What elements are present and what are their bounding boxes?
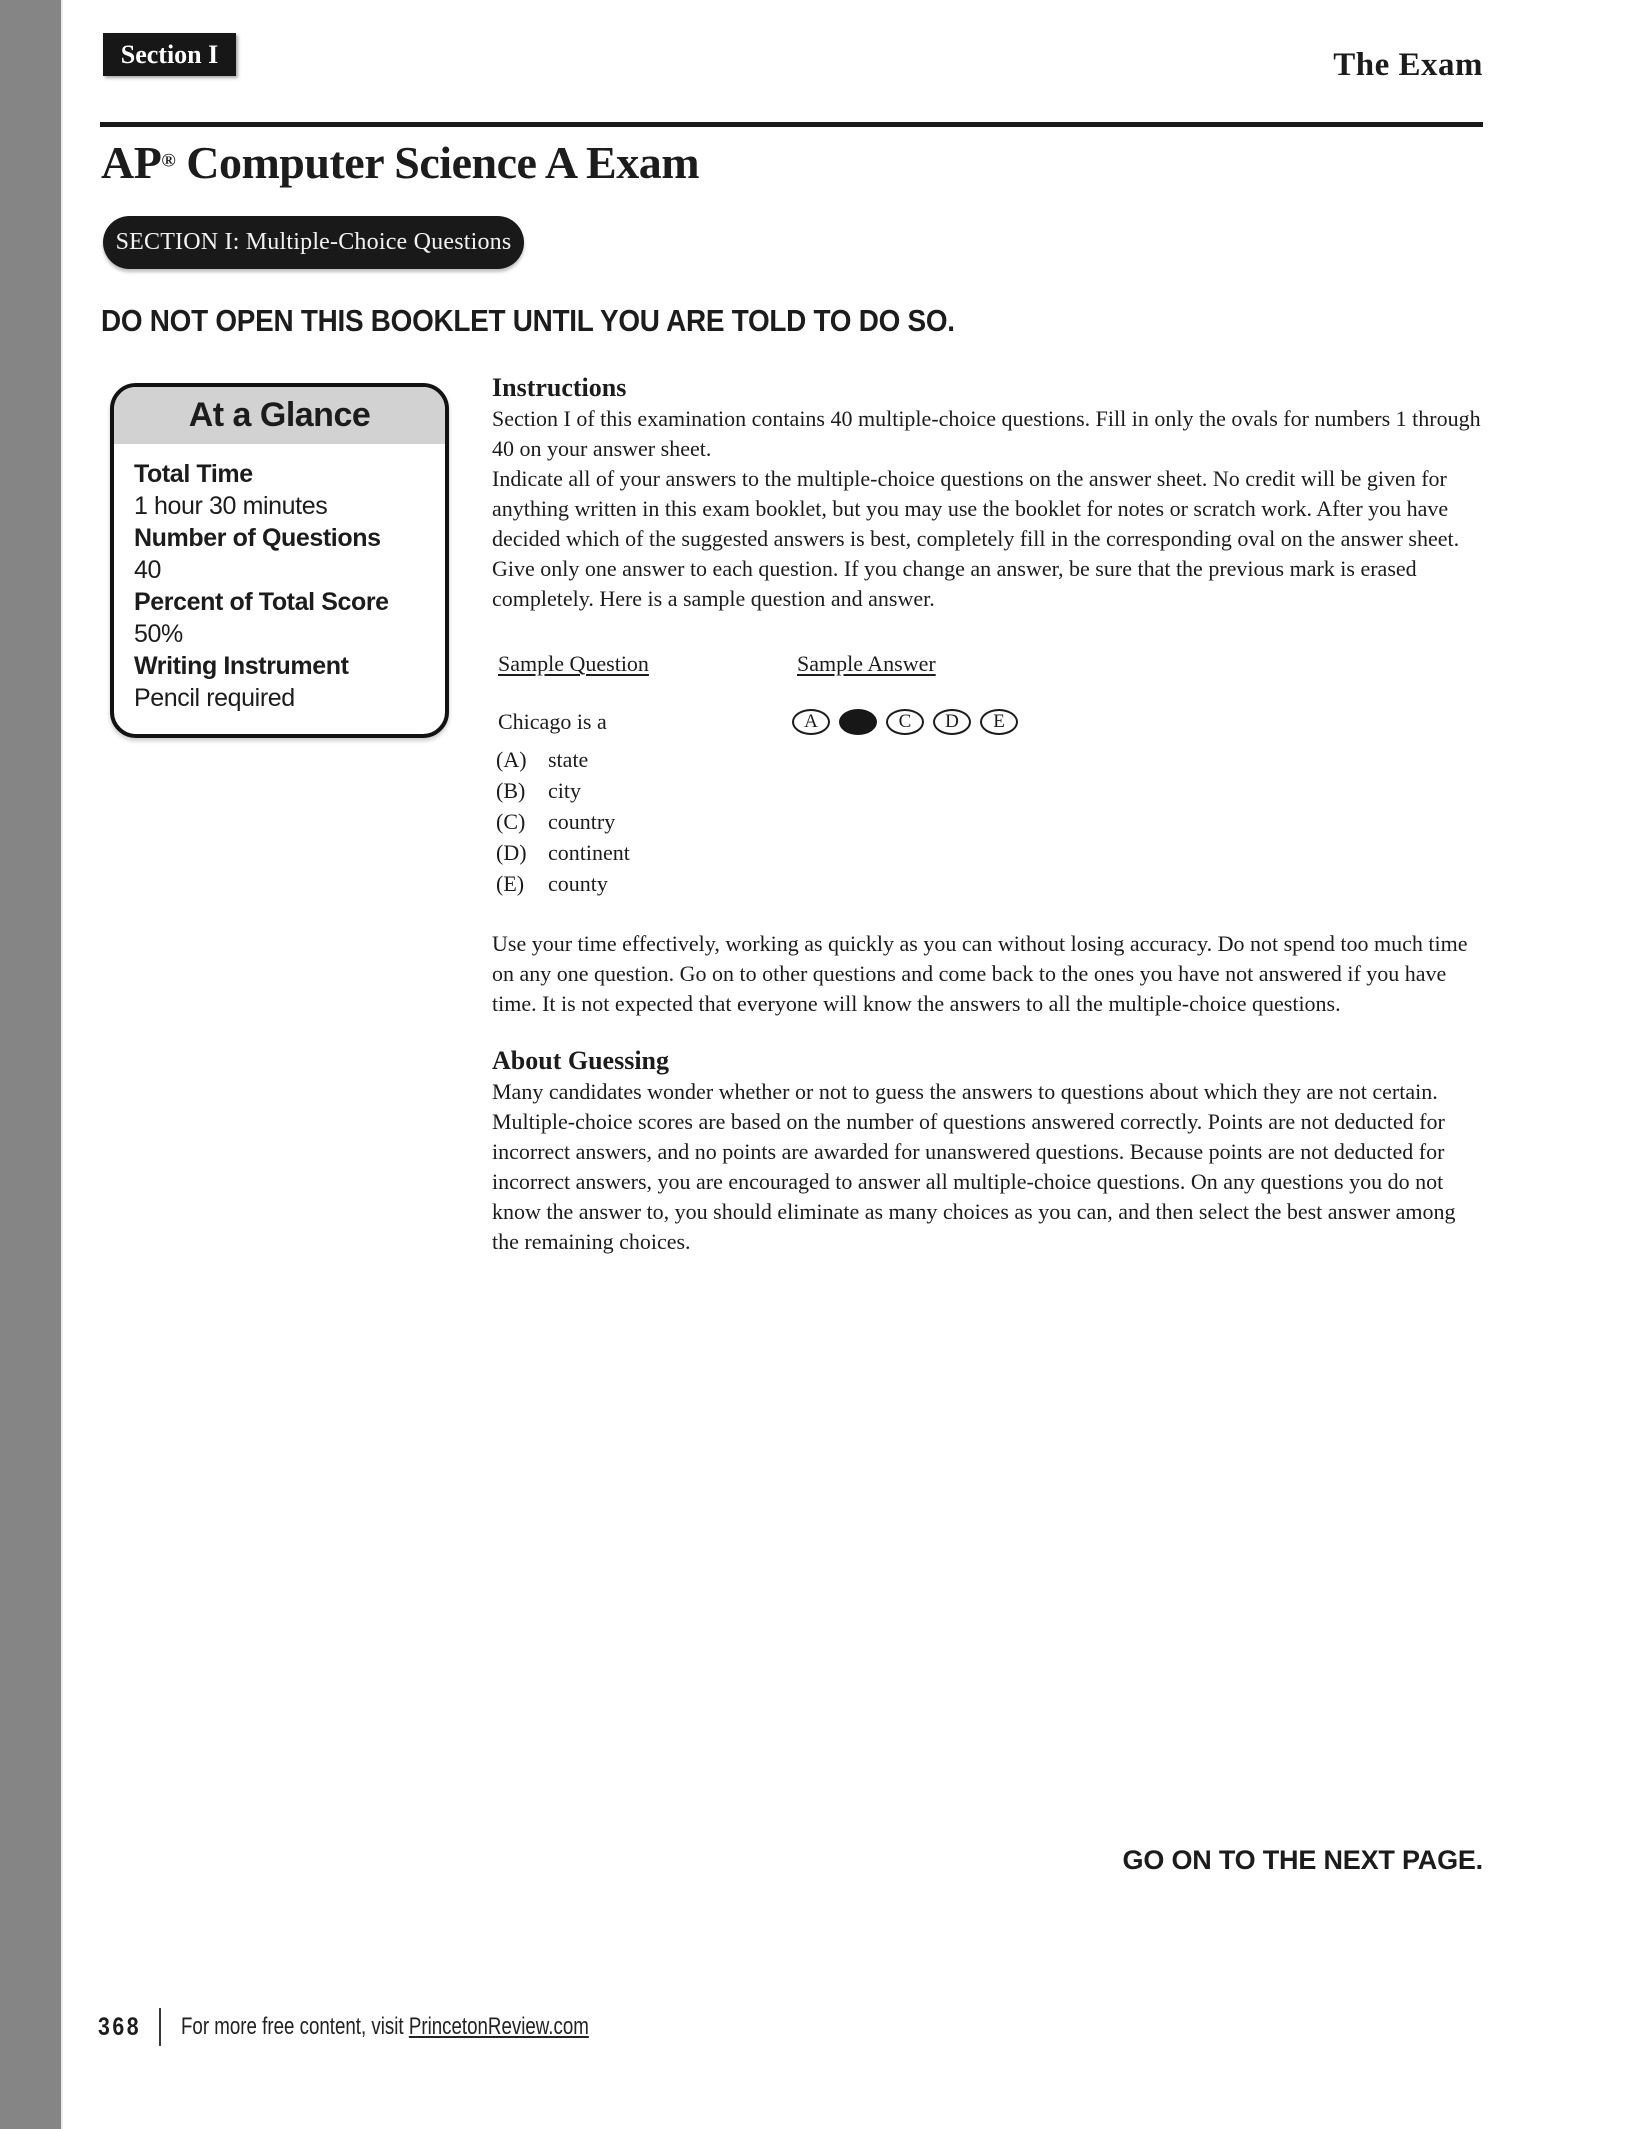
answer-option [496, 837, 630, 868]
chapter-header: The Exam [1333, 47, 1483, 83]
option-text: state [548, 747, 589, 772]
glance-value: Pencil required [134, 684, 295, 712]
option-letter: (C) [496, 809, 526, 834]
option-letter: (A) [496, 747, 527, 772]
instructions-column [492, 372, 1484, 1257]
instructions-paragraph-2: Indicate all of your answers to the multiple-choice questions on the answer sheet. No credit will be given for anything written in this exam booklet, but you may use the booklet for notes or scratch work. After you have decided which of the suggested answers is best, completely fill in the corresponding oval on the answer sheet. Give only one answer to each question. If you change an answer, be sure that the previous mark is erased completely. Here is a sample question and answer. [492, 466, 1460, 611]
answer-oval-c: C [886, 709, 924, 735]
answer-option [496, 806, 630, 837]
header-rule [100, 122, 1483, 127]
footer-divider [159, 2008, 161, 2046]
answer-oval-row [792, 709, 1018, 735]
glance-value: 1 hour 30 minutes [134, 492, 328, 520]
sample-answer-label: Sample Answer [797, 651, 936, 676]
answer-option [496, 744, 630, 775]
option-letter: (D) [496, 840, 527, 865]
section-badge: Section I [103, 33, 236, 76]
option-text: continent [548, 840, 630, 865]
at-a-glance-box [110, 383, 449, 738]
option-text: city [548, 778, 581, 803]
footer-text-prefix: For more free content, visit [180, 2013, 409, 2040]
at-a-glance-title: At a Glance [114, 387, 445, 444]
title-text: AP [101, 137, 162, 188]
section-pill: SECTION I: Multiple-Choice Questions [103, 216, 524, 269]
glance-label: Number of Questions [134, 524, 381, 552]
option-letter: (E) [496, 871, 525, 896]
page-title [101, 136, 699, 189]
answer-option [496, 868, 630, 899]
about-guessing-heading: About Guessing [492, 1046, 669, 1075]
registered-mark: ® [161, 150, 176, 172]
footer-link[interactable]: PrincetonReview.com [408, 2013, 589, 2040]
page-number: 368 [98, 2012, 142, 2041]
page-footer [98, 2008, 704, 2046]
sample-question-label: Sample Question [498, 651, 649, 676]
sample-question-stem: Chicago is a [498, 709, 607, 734]
glance-label: Total Time [134, 460, 253, 488]
answer-oval-a: A [792, 709, 830, 735]
title-text-rest: Computer Science A Exam [175, 137, 700, 188]
answer-oval-d: D [933, 709, 971, 735]
glance-value: 40 [134, 556, 162, 584]
answer-option [496, 775, 630, 806]
at-a-glance-body [114, 444, 445, 714]
glance-label: Writing Instrument [134, 652, 349, 680]
sample-question-block [492, 649, 1484, 929]
instructions-paragraph-1: Section I of this examination contains 40 multiple-choice questions. Fill in only the ovals for numbers 1 through 40 on your answer sheet. [492, 406, 1481, 461]
instructions-heading: Instructions [492, 373, 627, 402]
page-edge-strip [0, 0, 63, 2129]
do-not-open-warning: DO NOT OPEN THIS BOOKLET UNTIL YOU ARE TOLD TO DO SO. [101, 303, 955, 338]
glance-label: Percent of Total Score [134, 588, 389, 616]
option-text: county [548, 871, 608, 896]
about-guessing-paragraph: Many candidates wonder whether or not to guess the answers to questions about which they are not certain. Multiple-choice scores are based on the number of questions answered correctly. Points are not deducted for incorrect answers, and no points are awarded for unanswered questions. Because points are not deducted for incorrect answers, you are encouraged to answer all multiple-choice questions. On any questions you do not know the answer to, you should eliminate as many choices as you can, and then select the best answer among the remaining choices. [492, 1079, 1456, 1254]
answer-oval-b-filled [839, 709, 877, 735]
footer-text [181, 2013, 589, 2041]
option-text: country [548, 809, 616, 834]
option-letter: (B) [496, 778, 526, 803]
glance-value: 50% [134, 620, 183, 648]
answer-options-list [496, 744, 630, 899]
instructions-paragraph-3: Use your time effectively, working as quickly as you can without losing accuracy. Do not spend too much time on any one question. Go on to other questions and come back to the ones you have not answered if you have time. It is not expected that everyone will know the answers to all the multiple-choice questions. [492, 931, 1468, 1016]
answer-oval-e: E [980, 709, 1018, 735]
go-on-next-page-label: GO ON TO THE NEXT PAGE. [1122, 1845, 1483, 1875]
